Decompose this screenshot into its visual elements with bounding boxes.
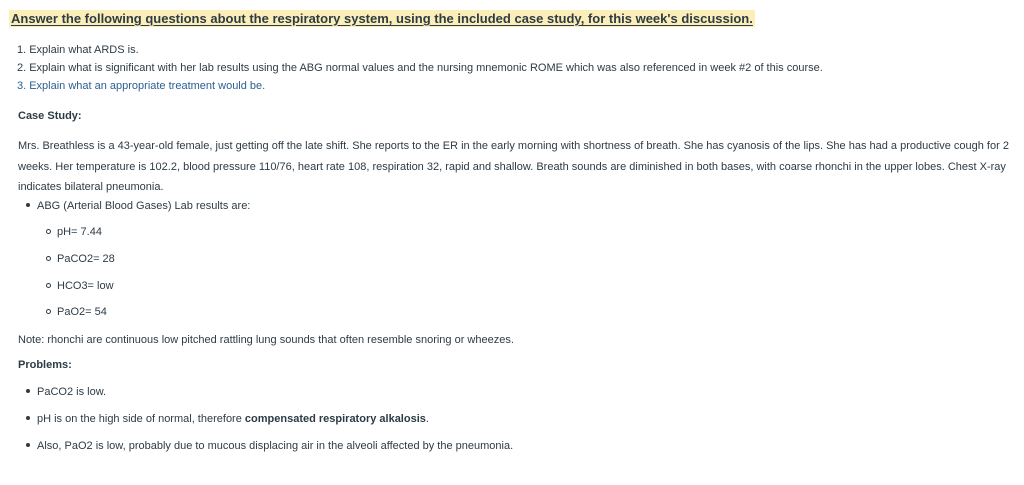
circle-bullet-icon xyxy=(46,283,51,288)
problem-text: Also, PaO2 is low, probably due to mucous displacing air in the alveoli affected by the pneumonia. xyxy=(37,440,514,452)
problem-item xyxy=(26,385,106,399)
problem-item xyxy=(26,439,513,453)
problem-text-suffix: . xyxy=(425,413,429,425)
abg-label-item xyxy=(26,199,250,213)
bullet-icon xyxy=(26,443,30,447)
abg-result-item xyxy=(46,305,107,319)
page-heading: Answer the following questions about the respiratory system, using the included case study, for this week's discussion. xyxy=(11,11,753,26)
question-item xyxy=(17,59,823,77)
abg-result-paco2: PaCO2= 28 xyxy=(57,253,115,265)
abg-result-item xyxy=(46,225,102,239)
question-item xyxy=(17,77,823,95)
problem-text: PaCO2 is low. xyxy=(37,386,107,398)
problem-text-prefix: pH is on the high side of normal, therefore xyxy=(37,413,245,425)
abg-result-hco3: HCO3= low xyxy=(57,280,114,292)
question-text: Explain what an appropriate treatment would be. xyxy=(29,80,266,92)
rhonchi-note: Note: rhonchi are continuous low pitched rattling lung sounds that often resemble snoring or wheezes. xyxy=(18,334,514,346)
problem-text-bold: compensated respiratory alkalosis xyxy=(244,413,426,425)
bullet-icon xyxy=(26,389,30,393)
problem-item xyxy=(26,412,429,426)
question-item xyxy=(17,41,823,59)
circle-bullet-icon xyxy=(46,229,51,234)
circle-bullet-icon xyxy=(46,256,51,261)
bullet-icon xyxy=(26,203,30,207)
abg-result-item xyxy=(46,279,114,293)
abg-result-ph: pH= 7.44 xyxy=(57,226,102,238)
circle-bullet-icon xyxy=(46,309,51,314)
question-number: 2. xyxy=(17,62,27,74)
abg-result-item xyxy=(46,252,115,266)
question-text: Explain what ARDS is. xyxy=(29,44,139,56)
case-study-paragraph: Mrs. Breathless is a 43-year-old female, just getting off the late shift. She reports to the ER in the early morning with shortness of breath. She has cyanosis of the lips. She has had a productive cough for 2 weeks. Her temperature is 102.2, blood pressure 110/76, heart rate 108, respiration 32, rapid and shallow. Breath sounds are diminished in both bases, with coarse rhonchi in the upper lobes. Chest X-ray indicates bilateral pneumonia. xyxy=(18,140,1009,193)
question-number: 3. xyxy=(17,80,27,92)
case-study-title: Case Study: xyxy=(18,110,82,122)
abg-label: ABG (Arterial Blood Gases) Lab results are: xyxy=(37,200,251,212)
question-number: 1. xyxy=(17,44,27,56)
abg-result-pao2: PaO2= 54 xyxy=(57,306,107,318)
bullet-icon xyxy=(26,416,30,420)
questions-list xyxy=(17,41,823,95)
problems-title: Problems: xyxy=(18,359,72,371)
question-text: Explain what is significant with her lab results using the ABG normal values and the nursing mnemonic ROME which was also referenced in week #2 of this course. xyxy=(29,62,823,74)
